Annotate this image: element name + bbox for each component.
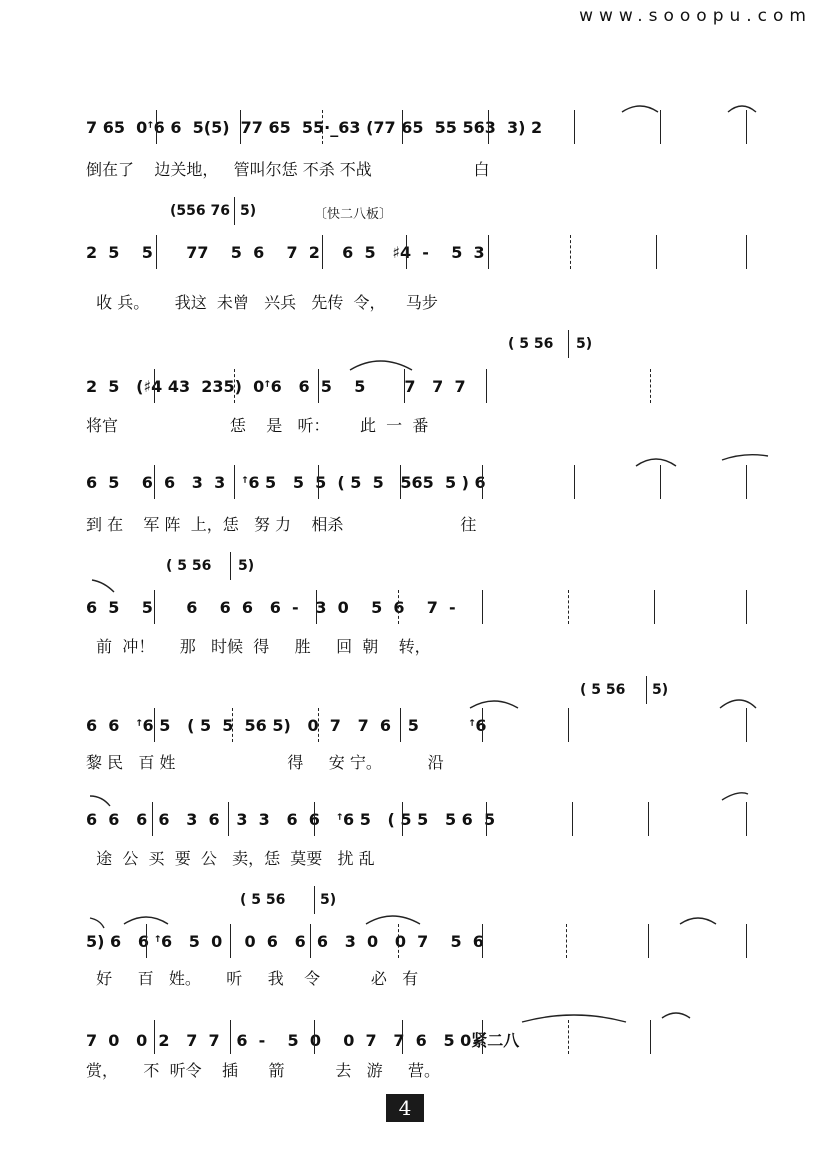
- jianpu-notes: 6 5 6 6 3 3 ꜛ6 5 5 5 ( 5 5 565 5 ) 6: [86, 473, 486, 492]
- interlude-2: ( 5 56: [508, 336, 554, 352]
- lyrics-line-7: 途 公 买 要 公 卖，恁 莫要 扰 乱: [86, 849, 375, 868]
- jianpu-notes: 6 5 5 6 6 6 6 - 3 0 5 6 7 -: [86, 598, 456, 617]
- jianpu-notes: 6 6 ꜛ6 5 ( 5 5 56 5) 0 7 7 6 5 ꜛ6: [86, 716, 487, 735]
- jianpu-notes: 2 5 (♯4 43 235) 0ꜛ6 6 5 5 7 7 7: [86, 377, 466, 396]
- tempo-mark: 〔快二八板〕: [314, 207, 393, 222]
- interlude-3: ( 5 56: [166, 558, 212, 574]
- lyrics-line-9: 赏， 不 听令 插 箭 去 游 营。: [86, 1061, 441, 1080]
- lyrics-line-8: 好 百 姓。 听 我 令 必 有: [86, 969, 419, 988]
- lyrics-line-5: 前 冲！ 那 时候 得 胜 回 朝 转，: [86, 637, 431, 656]
- interlude-1-end: 5): [240, 203, 257, 219]
- jianpu-notes: 6 6 6 6 3 6 3 3 6 6 ꜛ6 5 ( 5 5 5 6 5: [86, 810, 496, 829]
- interlude-4: ( 5 56: [580, 682, 626, 698]
- interlude-2-end: 5): [576, 336, 593, 352]
- jianpu-notes: 2 5 5 77 5 6 7 2 6 5 ♯4 - 5 3: [86, 243, 485, 262]
- interlude-4-end: 5): [652, 682, 669, 698]
- page-number: 4: [386, 1094, 424, 1122]
- lyrics-line-1: 倒在了 边关地， 管叫尔恁 不杀 不战 白: [86, 160, 490, 179]
- interlude-3-end: 5): [238, 558, 255, 574]
- lyrics-line-4: 到 在 军 阵 上，恁 努 力 相杀 往: [86, 515, 477, 534]
- jianpu-notes: 7 65 0ꜛ6 6 5(5) 77 65 55·_63 (77 65 55 563 3) 2: [86, 118, 543, 137]
- interlude-5: ( 5 56: [240, 892, 286, 908]
- lyrics-line-2: 收 兵。 我这 未曾 兴兵 先传 令， 马步: [86, 293, 438, 312]
- interlude-1: (556 76: [170, 203, 230, 219]
- lyrics-line-6: 黎 民 百 姓 得 安 宁。 沿: [86, 753, 444, 772]
- lyrics-line-3: 将官 恁 是 听： 此 一 番: [86, 416, 429, 435]
- jianpu-notes: 5) 6 6 ꜛ6 5 0 0 6 6 6 3 0 0 7 5 6: [86, 932, 484, 951]
- site-watermark: www.sooopu.com: [579, 6, 812, 26]
- jianpu-notes: 7 0 0 2 7 7 6 - 5 0 0 7 7 6 5 0紧二八: [86, 1031, 520, 1050]
- interlude-5-end: 5): [320, 892, 337, 908]
